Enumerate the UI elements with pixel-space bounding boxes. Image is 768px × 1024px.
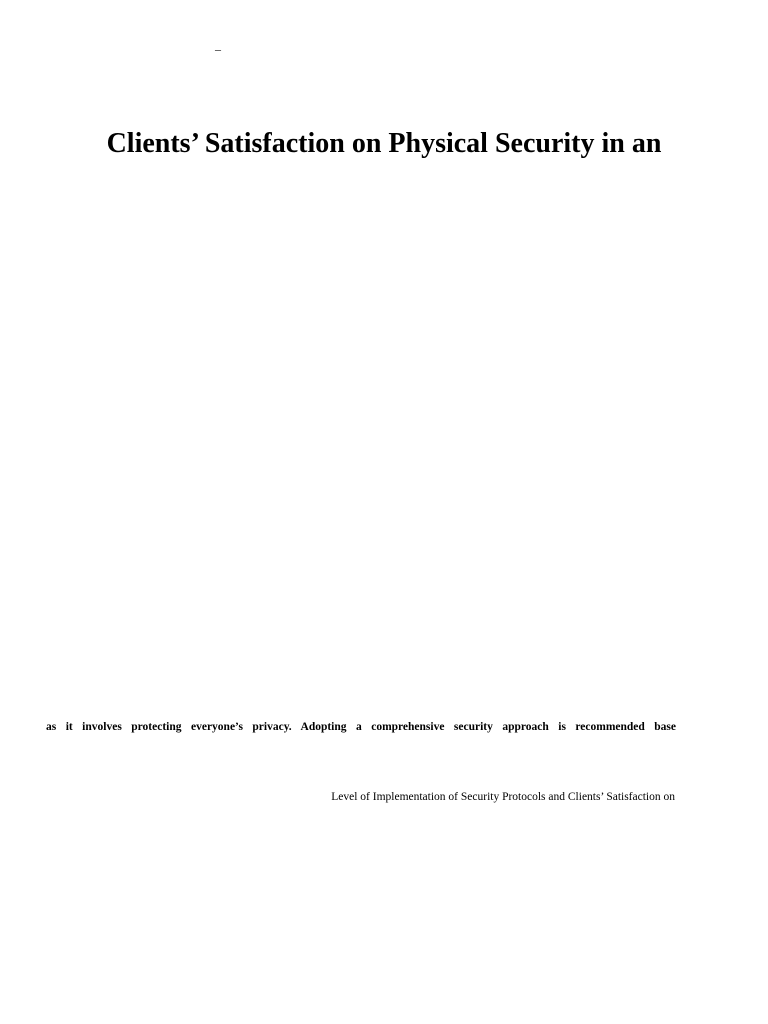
dash-mark: – (215, 42, 221, 56)
section-heading-text: Level of Implementation of Security Protocols and Clients’ Satisfaction on (331, 791, 675, 803)
document-title: Clients’ Satisfaction on Physical Security in an (106, 128, 662, 159)
abstract-text-line: as it involves protecting everyone’s privacy. Adopting a comprehensive security approach is recommended base (46, 721, 676, 733)
